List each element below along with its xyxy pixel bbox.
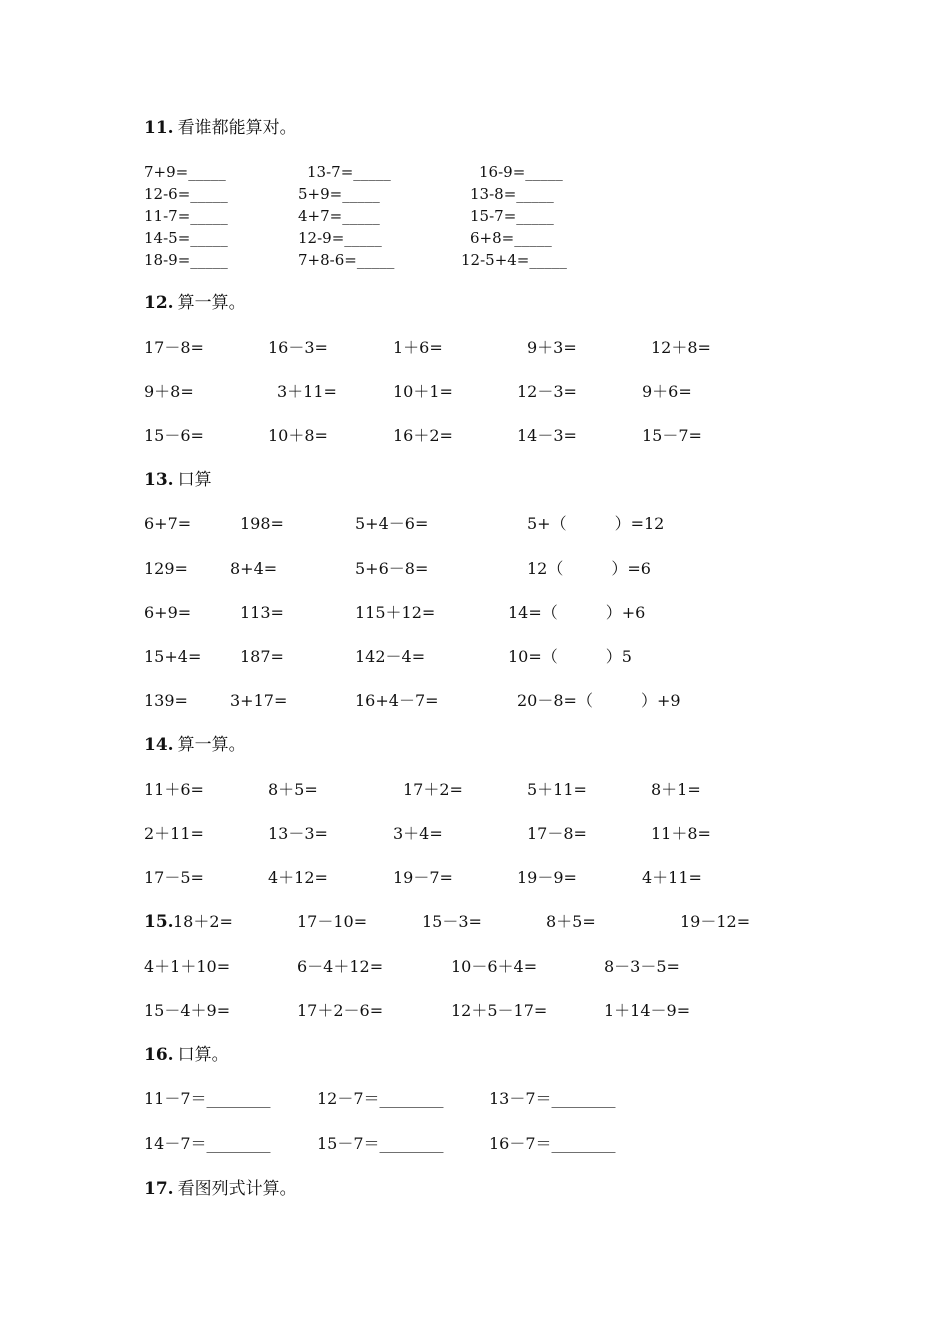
problem: 7+8-6=_____ <box>298 251 395 269</box>
problem: 16+4－7= <box>355 691 439 710</box>
problem: 14－7＝________ <box>144 1134 271 1153</box>
problem: 5+（ ）=12 <box>527 514 665 533</box>
problem: 11－7＝________ <box>144 1089 271 1108</box>
problem: 18-9=_____ <box>144 251 228 269</box>
question-17-title <box>144 1178 297 1200</box>
problem: 15－7= <box>642 426 702 445</box>
question-number: 14. <box>144 735 174 755</box>
problem: 12－7＝________ <box>317 1089 444 1108</box>
problem: 7+9=_____ <box>144 163 226 181</box>
problem: 20－8=（ ）+9 <box>517 691 681 710</box>
problem: 10=（ ）5 <box>508 647 632 666</box>
problem: 14－3= <box>517 426 577 445</box>
problem: 4＋11= <box>642 868 702 887</box>
problem: 187= <box>240 647 284 666</box>
problem: 15－3= <box>422 912 482 931</box>
problem: 19－7= <box>393 868 453 887</box>
problem: 4＋1＋10= <box>144 957 231 976</box>
problem: 8＋1= <box>651 780 701 799</box>
problem: 16－3= <box>268 338 328 357</box>
problem: 2＋11= <box>144 824 204 843</box>
problem: 15－7＝________ <box>317 1134 444 1153</box>
problem: 17＋2－6= <box>297 1001 384 1020</box>
problem: 3＋4= <box>393 824 443 843</box>
problem: 12＋8= <box>651 338 711 357</box>
question-number: 15. <box>144 912 174 932</box>
problem: 198= <box>240 514 284 533</box>
problem: 16-9=_____ <box>479 163 563 181</box>
question-14-title <box>144 734 246 756</box>
problem: 13－3= <box>268 824 328 843</box>
question-number: 17. <box>144 1179 174 1199</box>
problem: 14-5=_____ <box>144 229 228 247</box>
problem: 8＋5= <box>268 780 318 799</box>
problem: 6－4＋12= <box>297 957 384 976</box>
problem: 1＋6= <box>393 338 443 357</box>
question-11-title <box>144 117 297 139</box>
problem: 6+9= <box>144 603 192 622</box>
problem: 11＋6= <box>144 780 204 799</box>
question-16-title <box>144 1044 229 1066</box>
problem: 5＋11= <box>527 780 587 799</box>
problem: 12-9=_____ <box>298 229 382 247</box>
problem: 9＋6= <box>642 382 692 401</box>
problem: 8+4= <box>230 559 278 578</box>
problem: 12-5+4=_____ <box>461 251 567 269</box>
problem: 17－10= <box>297 912 368 931</box>
problem: 16－7＝________ <box>489 1134 616 1153</box>
question-12-title <box>144 292 246 314</box>
question-13-title <box>144 469 212 491</box>
problem: 5+9=_____ <box>298 185 380 203</box>
problem: 11-7=_____ <box>144 207 228 225</box>
problem: 5+4－6= <box>355 514 429 533</box>
problem: 5+6－8= <box>355 559 429 578</box>
problem: 15－4＋9= <box>144 1001 231 1020</box>
problem: 4+7=_____ <box>298 207 380 225</box>
question-number: 11. <box>144 118 174 138</box>
problem: 129= <box>144 559 188 578</box>
problem: 16＋2= <box>393 426 453 445</box>
problem: 10＋1= <box>393 382 453 401</box>
problem: 17－8= <box>144 338 204 357</box>
problem: 10＋8= <box>268 426 328 445</box>
problem: 11＋8= <box>651 824 711 843</box>
question-number: 13. <box>144 470 174 490</box>
problem: 10－6＋4= <box>451 957 538 976</box>
problem: 115＋12= <box>355 603 436 622</box>
question-number: 16. <box>144 1045 174 1065</box>
problem: 113= <box>240 603 284 622</box>
question-text: 看谁都能算对。 <box>177 118 297 138</box>
problem: 3＋11= <box>277 382 337 401</box>
problem: 12-6=_____ <box>144 185 228 203</box>
problem: 17＋2= <box>403 780 463 799</box>
problem: 6+7= <box>144 514 192 533</box>
question-text: 口算。 <box>177 1045 229 1065</box>
problem: 15－6= <box>144 426 204 445</box>
problem: 15-7=_____ <box>470 207 554 225</box>
question-text: 口算 <box>177 470 212 490</box>
question-number: 12. <box>144 293 174 313</box>
problem: 12（ ）=6 <box>527 559 651 578</box>
problem: 12＋5－17= <box>451 1001 548 1020</box>
problem: 14=（ ）+6 <box>508 603 646 622</box>
question-text: 看图列式计算。 <box>177 1179 297 1199</box>
question-text: 算一算。 <box>177 293 246 313</box>
problem: 1＋14－9= <box>604 1001 691 1020</box>
question-text: 算一算。 <box>177 735 246 755</box>
problem: 19－9= <box>517 868 577 887</box>
problem: 13-8=_____ <box>470 185 554 203</box>
problem: 19－12= <box>680 912 751 931</box>
problem: 12－3= <box>517 382 577 401</box>
problem: 6+8=_____ <box>470 229 552 247</box>
problem: 3+17= <box>230 691 288 710</box>
problem: 17－8= <box>527 824 587 843</box>
problem: 17－5= <box>144 868 204 887</box>
problem: 142－4= <box>355 647 426 666</box>
problem: 9＋8= <box>144 382 194 401</box>
problem: 4＋12= <box>268 868 328 887</box>
problem: 8＋5= <box>546 912 596 931</box>
problem: 18＋2= <box>173 912 233 931</box>
problem: 8－3－5= <box>604 957 680 976</box>
problem: 139= <box>144 691 188 710</box>
problem: 9＋3= <box>527 338 577 357</box>
problem: 13－7＝________ <box>489 1089 616 1108</box>
problem: 15+4= <box>144 647 202 666</box>
problem: 13-7=_____ <box>307 163 391 181</box>
